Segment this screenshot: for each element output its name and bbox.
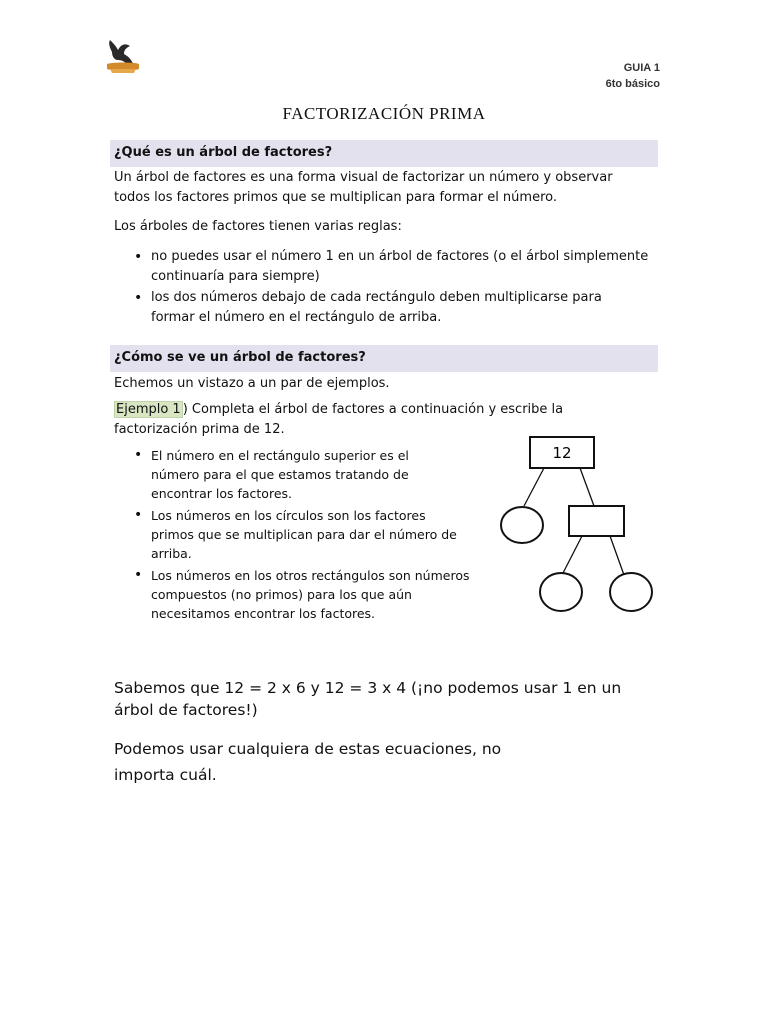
section-heading-what-is: ¿Qué es un árbol de factores? <box>114 145 333 160</box>
bullet-line: necesitamos encontrar los factores. <box>151 606 376 621</box>
rule-line: continuaría para siempre) <box>151 269 320 284</box>
definition-line: todos los factores primos que se multiplican para formar el número. <box>114 190 557 205</box>
section-heading-how-looks: ¿Cómo se ve un árbol de factores? <box>114 350 366 365</box>
composite-rectangle[interactable] <box>569 506 624 536</box>
page-title: FACTORIZACIÓN PRIMA <box>282 104 486 123</box>
closing-line: Sabemos que 12 = 2 x 6 y 12 = 3 x 4 (¡no podemos usar 1 en un <box>114 679 622 697</box>
example-paren: ) <box>182 402 188 417</box>
factor-tree-diagram <box>496 434 666 619</box>
examples-intro: Echemos un vistazo a un par de ejemplos. <box>114 376 390 391</box>
bullet-line: primos que se multiplican para dar el número de <box>151 527 457 542</box>
branch-line <box>610 536 624 575</box>
rule-line: • no puedes usar el número 1 en un árbol de factores (o el árbol simplemente <box>151 249 649 264</box>
choice-statement <box>114 738 501 786</box>
bullet-line: encontrar los factores. <box>151 486 292 501</box>
list-item <box>134 566 484 623</box>
list-item <box>134 247 648 287</box>
example-line <box>114 400 563 420</box>
rules-intro: Los árboles de factores tienen varias reglas: <box>114 219 402 234</box>
definition-line: Un árbol de factores es una forma visual de factorizar un número y observar <box>114 170 613 185</box>
prime-circle-left[interactable] <box>501 507 543 543</box>
example-text: Completa el árbol de factores a continuación y escribe la <box>187 402 564 417</box>
closing-line: importa cuál. <box>114 766 217 784</box>
eagle-logo-icon <box>104 36 142 76</box>
list-item <box>134 446 484 503</box>
bullet-line: • Los números en los círculos son los factores <box>151 508 426 523</box>
rules-list <box>134 247 648 329</box>
branch-line <box>562 536 582 575</box>
example-bullets <box>134 446 484 626</box>
guide-label: GUIA 1 <box>623 62 660 74</box>
list-item <box>134 506 484 563</box>
top-number: 12 <box>552 444 572 462</box>
branch-line <box>524 468 544 506</box>
example-label: Ejemplo 1 <box>116 402 181 417</box>
section-heading-band <box>110 345 658 372</box>
rule-line: formar el número en el rectángulo de arriba. <box>151 310 442 325</box>
equations-statement <box>114 677 621 721</box>
grade-label: 6to básico <box>605 78 660 90</box>
closing-line: Podemos usar cualquiera de estas ecuaciones, no <box>114 740 502 758</box>
bullet-line: • Los números en los otros rectángulos son números <box>151 568 470 583</box>
branch-line <box>580 468 594 506</box>
bullet-line: arriba. <box>151 546 192 561</box>
bullet-line: número para el que estamos tratando de <box>151 467 409 482</box>
rule-line: • los dos números debajo de cada rectángulo deben multiplicarse para <box>151 290 602 305</box>
prime-circle-bottom-right[interactable] <box>610 573 652 611</box>
list-item <box>134 288 648 328</box>
prime-circle-bottom-left[interactable] <box>540 573 582 611</box>
closing-line: árbol de factores!) <box>114 701 258 719</box>
document-header <box>606 60 660 92</box>
bullet-line: compuestos (no primos) para los que aún <box>151 587 412 602</box>
definition-paragraph <box>114 168 613 208</box>
example-line: factorización prima de 12. <box>114 422 285 437</box>
bullet-line: • El número en el rectángulo superior es el <box>151 448 409 463</box>
section-heading-band <box>110 140 658 167</box>
